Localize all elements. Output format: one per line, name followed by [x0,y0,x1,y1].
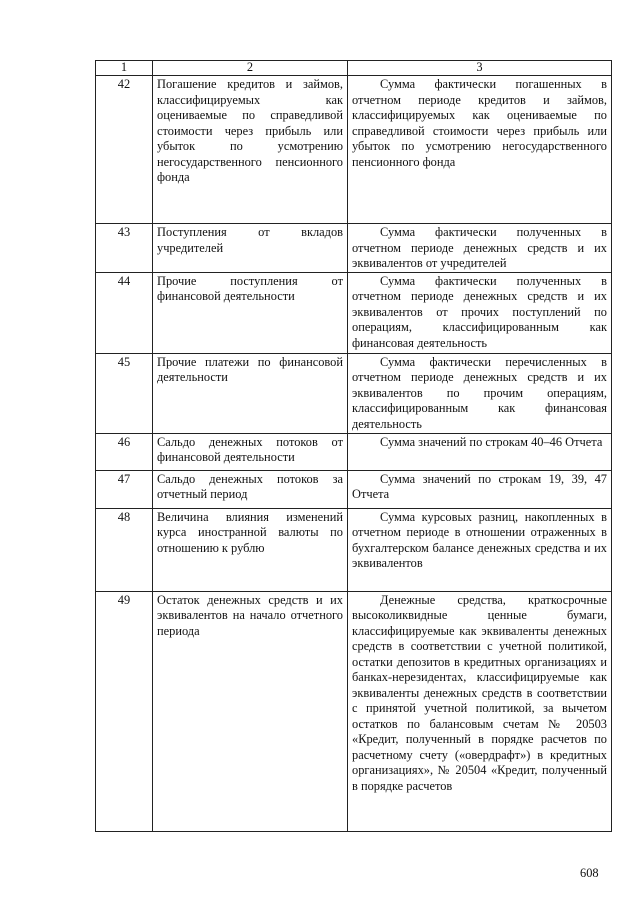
row-number: 49 [96,591,153,831]
table-row [96,591,612,831]
table-row [96,353,612,433]
row-description: Сумма фактически погашенных в отчетном периоде кредитов и займов, классифицируемых как оцениваемые по справедливой стоимости через прибыль или убыток по усмотрению негосударственного пенсионного фонда [348,76,612,224]
row-indicator-name: Сальдо денежных потоков за отчетный период [153,470,348,508]
row-indicator-name: Величина влияния изменений курса иностранной валюты по отношению к рублю [153,508,348,591]
header-col-2: 2 [153,61,348,76]
row-number: 45 [96,353,153,433]
row-indicator-name: Прочие платежи по финансовой деятельности [153,353,348,433]
row-number: 47 [96,470,153,508]
header-col-3: 3 [348,61,612,76]
row-description: Сумма значений по строкам 40–46 Отчета [348,433,612,470]
document-table [95,60,612,832]
row-number: 44 [96,272,153,353]
row-number: 43 [96,224,153,273]
row-indicator-name: Сальдо денежных потоков от финансовой деятельности [153,433,348,470]
table-row [96,508,612,591]
row-description: Сумма фактически полученных в отчетном периоде денежных средств и их эквивалентов от учредителей [348,224,612,273]
table-row [96,433,612,470]
table-row [96,76,612,224]
row-number: 48 [96,508,153,591]
table-row [96,470,612,508]
row-indicator-name: Погашение кредитов и займов, классифицируемых как оцениваемые по справедливой стоимости через прибыль или убыток по усмотрению негосударственного пенсионного фонда [153,76,348,224]
row-number: 46 [96,433,153,470]
row-indicator-name: Прочие поступления от финансовой деятельности [153,272,348,353]
header-col-1: 1 [96,61,153,76]
table-header-row [96,61,612,76]
row-description: Сумма фактически полученных в отчетном периоде денежных средств и их эквивалентов от прочих поступлений по операциям, классифицированным как финансовая деятельность [348,272,612,353]
table-row [96,224,612,273]
row-description: Сумма фактически перечисленных в отчетном периоде денежных средств и их эквивалентов по прочим операциям, классифицированным как финансовая деятельность [348,353,612,433]
page-number: 608 [580,866,599,880]
row-indicator-name: Поступления от вкладов учредителей [153,224,348,273]
row-number: 42 [96,76,153,224]
row-indicator-name: Остаток денежных средств и их эквивалентов на начало отчетного периода [153,591,348,831]
row-description: Сумма курсовых разниц, накопленных в отчетном периоде в отношении отраженных в бухгалтерском балансе денежных средства и их эквивалентов [348,508,612,591]
table-row [96,272,612,353]
row-description: Денежные средства, краткосрочные высоколиквидные ценные бумаги, классифицируемые как эквиваленты денежных средств в соответствии с учетной политикой, остатки депозитов в кредитных организациях и банках-нерезидентах, классифицируемые как эквиваленты денежных средств в соответствии с принятой учетной политикой, за вычетом остатков по балансовым счетам № 20503 «Кредит, полученный в порядке расчетов по расчетному счету («овердрафт») в кредитных организациях», № 20504 «Кредит, полученный в порядке расчетов [348,591,612,831]
row-description: Сумма значений по строкам 19, 39, 47 Отчета [348,470,612,508]
